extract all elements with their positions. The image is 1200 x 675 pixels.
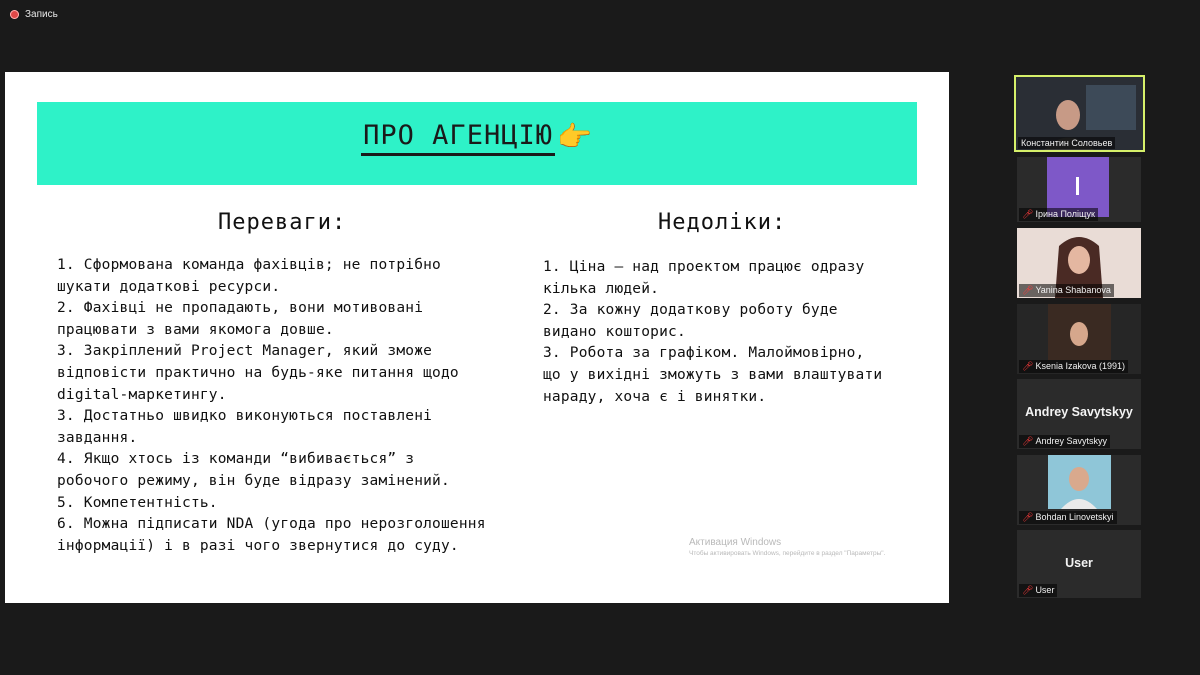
participant-display-name: Andrey Savytskyy <box>1025 405 1133 419</box>
participant-tile[interactable] <box>1017 530 1141 598</box>
participant-tile[interactable] <box>1017 304 1141 374</box>
muted-mic-icon: 🎤︎ <box>1022 209 1034 219</box>
participant-name: User <box>1035 585 1055 595</box>
pros-item: 3. Достатньо швидко виконуються поставлені завдання. <box>57 408 433 446</box>
pros-item: 6. Можна підписати NDA (угода про нерозголошення інформації) і в разі чого звернутися до суду. <box>57 516 486 554</box>
cons-heading: Недоліки: <box>658 210 787 235</box>
muted-mic-icon: 🎤︎ <box>1022 512 1034 522</box>
slide-banner <box>37 102 917 185</box>
pointing-hand-icon: 👉 <box>556 120 593 153</box>
pros-heading: Переваги: <box>218 210 347 235</box>
pros-list <box>57 255 527 557</box>
watermark-title: Активация Windows <box>689 537 782 548</box>
slide-title-text: ПРО АГЕНЦІЮ <box>361 120 555 156</box>
cons-item: 2. За кожну додаткову роботу буде видано кошторис. <box>543 302 838 340</box>
watermark-subtitle: Чтобы активировать Windows, перейдите в раздел "Параметры". <box>689 550 886 557</box>
slide-title <box>37 120 917 153</box>
muted-mic-icon: 🎤︎ <box>1022 361 1034 371</box>
participant-name: Andrey Savytskyy <box>1035 436 1107 446</box>
participant-name: Bohdan Linovetskyi <box>1035 512 1114 522</box>
cons-item: 1. Ціна — над проектом працює одразу кілька людей. <box>543 259 865 297</box>
participant-name: Ksenia Izakova (1991) <box>1035 361 1125 371</box>
participant-name: Константин Соловьев <box>1018 137 1115 149</box>
windows-activation-watermark <box>689 537 885 557</box>
cons-item: 3. Робота за графіком. Малоймовірно, що у вихідні зможуть з вами влаштувати нараду, хоча є і винятки. <box>543 345 883 405</box>
cons-list <box>543 257 913 408</box>
participant-name: Yanina Shabanova <box>1035 285 1111 295</box>
shared-slide <box>5 72 949 603</box>
muted-mic-icon: 🎤︎ <box>1022 585 1034 595</box>
pros-item: 5. Компетентність. <box>57 494 218 511</box>
muted-mic-icon: 🎤︎ <box>1022 436 1034 446</box>
pros-item: 4. Якщо хтось із команди “вибивається” з робочого режиму, він буде відразу замінений. <box>57 451 450 489</box>
participant-tile[interactable] <box>1017 228 1141 298</box>
pros-item: 1. Сформована команда фахівців; не потрібно шукати додаткові ресурси. <box>57 257 441 295</box>
muted-mic-icon: 🎤︎ <box>1022 285 1034 295</box>
recording-indicator <box>10 9 58 20</box>
participant-tile-active-speaker[interactable] <box>1014 75 1145 152</box>
participant-name: Ірина Поліщук <box>1035 209 1095 219</box>
participant-tile[interactable] <box>1017 455 1141 525</box>
participant-tile[interactable] <box>1017 379 1141 449</box>
participant-display-name: User <box>1065 556 1093 570</box>
participant-tile[interactable] <box>1017 157 1141 222</box>
record-icon <box>10 10 19 19</box>
recording-label: Запись <box>25 9 58 20</box>
pros-item: 2. Фахівці не пропадають, вони мотивовані працювати з вами якомога довше. <box>57 300 424 338</box>
pros-item: 3. Закріплений Project Manager, який зможе відповісти практично на будь-яке питання щодо digital-маркетингу. <box>57 343 459 403</box>
